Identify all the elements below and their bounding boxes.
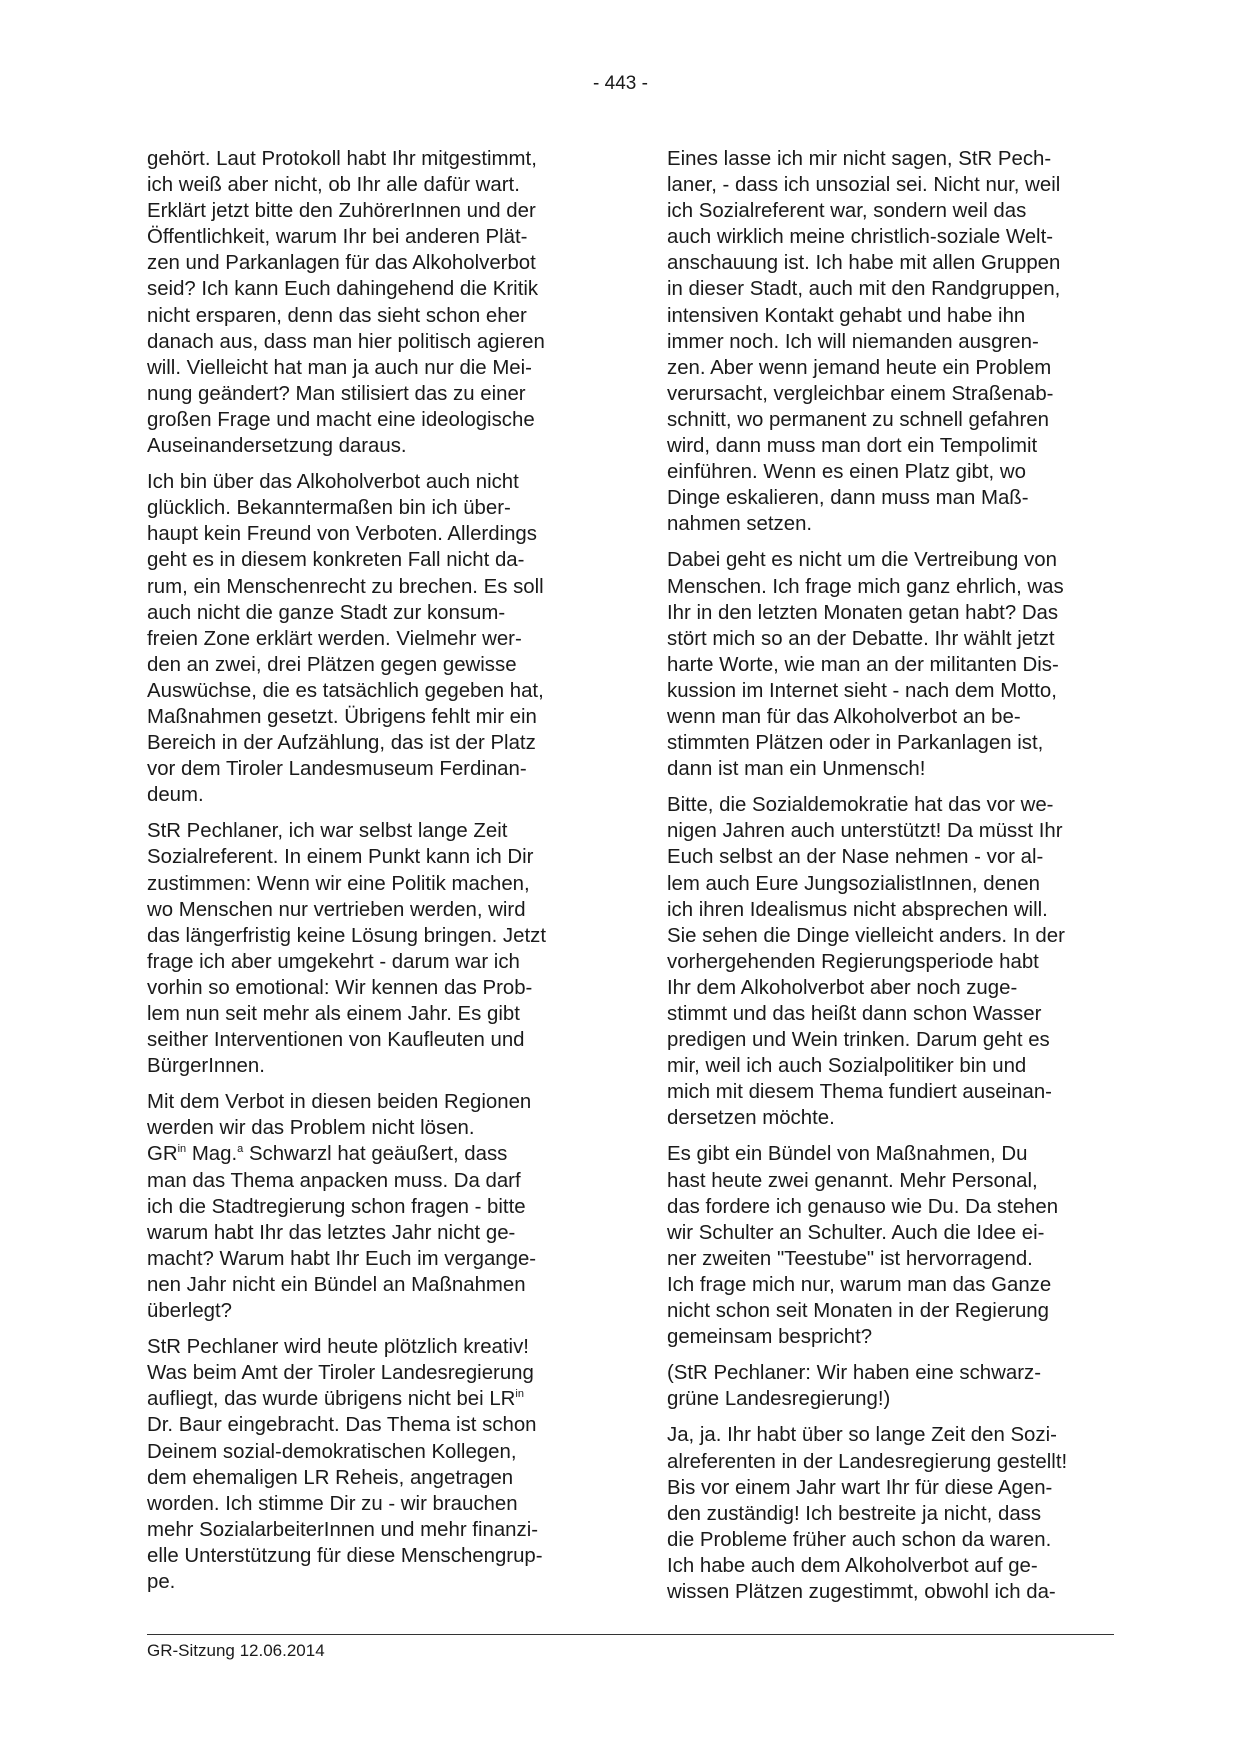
left-paragraph-3: StR Pechlaner, ich war selbst lange Zeit Sozialreferent. In einem Punkt kann ich Dir zustimmen: Wenn wir eine Politik machen, wo Menschen nur vertrieben werden, wird das längerfristig keine Lösung bringen. Jetzt frage ich aber umgekehrt - darum war ich vorhin so emotional: Wir kennen das Prob- lem nun seit mehr als einem Jahr. Es gibt seither Interventionen von Kaufleuten und BürgerInnen.	[147, 820, 546, 1078]
left-paragraph-1: gehört. Laut Protokoll habt Ihr mitgestimmt, ich weiß aber nicht, ob Ihr alle dafür wart. Erklärt jetzt bitte den ZuhörerInnen und der Öffentlichkeit, warum Ihr bei anderen Plät- zen und Parkanlagen für das Alkoholverbot seid? Ich kann Euch dahingehend die Kritik nicht ersparen, denn das sieht schon eher danach aus, dass man hier politisch agieren will. Vielleicht hat man ja auch nur die Mei- nung geändert? Man stilisiert das zu einer großen Frage und macht eine ideologische Auseinandersetzung daraus.	[147, 148, 545, 458]
left-paragraph-5	[147, 1334, 607, 1595]
right-paragraph-6: Ja, ja. Ihr habt über so lange Zeit den Sozi- alreferenten in der Landesregierung gestellt! Bis vor einem Jahr wart Ihr für diese Agen- den zuständig! Ich bestreite ja nicht, dass die Probleme früher auch schon da waren. Ich habe auch dem Alkoholverbot auf ge- wissen Plätzen zugestimmt, obwohl ich da-	[667, 1424, 1068, 1603]
footer-session-label: GR-Sitzung 12.06.2014	[147, 1641, 325, 1660]
left-paragraph-4-part-c: Schwarzl hat geäußert, dass man das Thema anpacken muss. Da darf ich die Stadtregierung schon fragen - bitte warum habt Ihr das letztes Jahr nicht ge- macht? Warum habt Ihr Euch im vergange- nen Jahr nicht ein Bündel an Maßnahmen überlegt?	[147, 1143, 537, 1323]
footer-divider	[147, 1634, 1114, 1635]
page-number: - 443 -	[593, 73, 648, 94]
superscript-a: a	[237, 1143, 244, 1156]
right-column	[667, 146, 1135, 1615]
left-column	[147, 146, 607, 1605]
left-paragraph-4-part-a: Mit dem Verbot in diesen beiden Regionen werden wir das Problem nicht lösen. GR	[147, 1091, 532, 1166]
superscript-in: in	[177, 1143, 187, 1156]
left-paragraph-5-part-a: StR Pechlaner wird heute plötzlich kreativ! Was beim Amt der Tiroler Landesregierung aufliegt, das wurde übrigens nicht bei LR	[147, 1336, 534, 1411]
left-paragraph-4	[147, 1089, 607, 1324]
left-paragraph-5-part-b: Dr. Baur eingebracht. Das Thema ist schon Deinem sozial-demokratischen Kollegen, dem ehemaligen LR Reheis, angetragen worden. Ich stimme Dir zu - wir brauchen mehr SozialarbeiterInnen und mehr finanzi- elle Unterstützung für diese Menschengrup- pe.	[147, 1414, 543, 1593]
left-paragraph-2: Ich bin über das Alkoholverbot auch nicht glücklich. Bekanntermaßen bin ich über- haupt kein Freund von Verboten. Allerdings geht es in diesem konkreten Fall nicht da- rum, ein Menschenrecht zu brechen. Es soll auch nicht die ganze Stadt zur konsum- freien Zone erklärt werden. Vielmehr wer- den an zwei, drei Plätzen gegen gewisse Auswüchse, die es tatsächlich gegeben hat, Maßnahmen gesetzt. Übrigens fehlt mir ein Bereich in der Aufzählung, das ist der Platz vor dem Tiroler Landesmuseum Ferdinan- deum.	[147, 471, 544, 807]
superscript-in: in	[515, 1388, 524, 1401]
left-paragraph-4-part-b: Mag.	[186, 1143, 238, 1166]
right-paragraph-5: (StR Pechlaner: Wir haben eine schwarz- grüne Landesregierung!)	[667, 1362, 1041, 1411]
right-paragraph-1: Eines lasse ich mir nicht sagen, StR Pech- laner, - dass ich unsozial sei. Nicht nur, weil ich Sozialreferent war, sondern weil das auch wirklich meine christlich-soziale Welt- anschauung ist. Ich habe mit allen Gruppen in dieser Stadt, auch mit den Randgruppen, intensiven Kontakt gehabt und habe ihn immer noch. Ich will niemanden ausgren- zen. Aber wenn jemand heute ein Problem verursacht, vergleichbar einem Straßenab- schnitt, wo permanent zu schnell gefahren wird, dann muss man dort ein Tempolimit einführen. Wenn es einen Platz gibt, wo Dinge eskalieren, dann muss man Maß- nahmen setzen.	[667, 148, 1061, 536]
right-paragraph-2: Dabei geht es nicht um die Vertreibung von Menschen. Ich frage mich ganz ehrlich, was Ihr in den letzten Monaten getan habt? Das stört mich so an der Debatte. Ihr wählt jetzt harte Worte, wie man an der militanten Dis- kussion im Internet sieht - nach dem Motto, wenn man für das Alkoholverbot an be- stimmten Plätzen oder in Parkanlagen ist, dann ist man ein Unmensch!	[667, 549, 1064, 781]
right-paragraph-3: Bitte, die Sozialdemokratie hat das vor we- nigen Jahren auch unterstützt! Da müsst Ihr Euch selbst an der Nase nehmen - vor al- lem auch Eure JungsozialistInnen, denen ich ihren Idealismus nicht absprechen will. Sie sehen die Dinge vielleicht anders. In der vorhergehenden Regierungsperiode habt Ihr dem Alkoholverbot aber noch zuge- stimmt und das heißt dann schon Wasser predigen und Wein trinken. Darum geht es mir, weil ich auch Sozialpolitiker bin und mich mit diesem Thema fundiert auseinan- dersetzen möchte.	[667, 794, 1065, 1130]
right-paragraph-4: Es gibt ein Bündel von Maßnahmen, Du hast heute zwei genannt. Mehr Personal, das fordere ich genauso wie Du. Da stehen wir Schulter an Schulter. Auch die Idee ei- ner zweiten "Teestube" ist hervorragend. Ich frage mich nur, warum man das Ganze nicht schon seit Monaten in der Regierung gemeinsam bespricht?	[667, 1143, 1059, 1349]
